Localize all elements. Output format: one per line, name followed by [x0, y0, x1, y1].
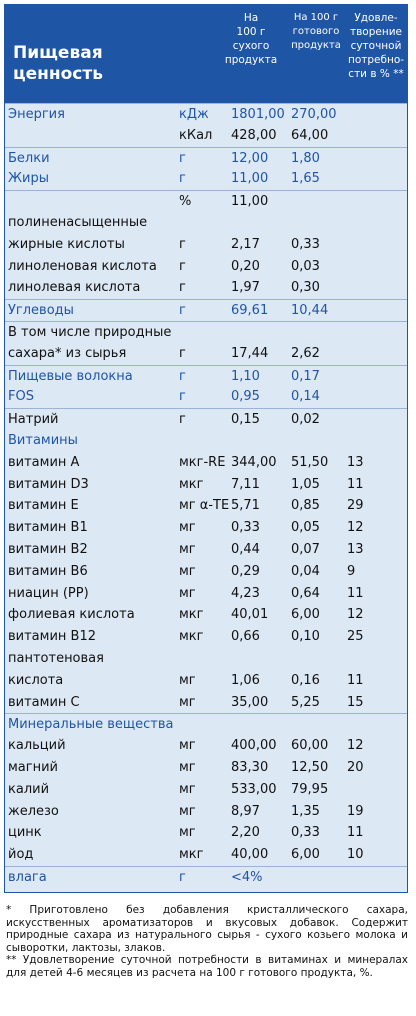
dry-value-cell: 0,33 — [231, 520, 260, 536]
nutrient-name: витамин В6 — [8, 563, 88, 579]
nutrient-name: Углеводы — [8, 303, 74, 319]
ready-value-cell: 0,64 — [291, 585, 320, 601]
unit-cell: мкг — [179, 476, 204, 492]
table-row — [5, 648, 407, 670]
ready-value-cell: 0,33 — [291, 825, 320, 841]
dry-value-cell: 5,71 — [231, 498, 260, 514]
table-row — [5, 234, 407, 256]
daily-percent-cell: 10 — [347, 847, 364, 863]
dry-value-cell: 69,61 — [231, 303, 269, 319]
table-row — [5, 801, 407, 823]
daily-percent-cell: 15 — [347, 694, 364, 710]
unit-cell: мг — [179, 694, 196, 710]
table-row — [5, 386, 407, 408]
ready-value-cell: 0,05 — [291, 520, 320, 536]
nutrient-name: железо — [8, 803, 59, 819]
daily-percent-cell: 19 — [347, 803, 364, 819]
table-row — [5, 583, 407, 605]
table-row — [5, 299, 407, 321]
dry-value-cell: 35,00 — [231, 694, 269, 710]
ready-value-cell: 0,07 — [291, 541, 320, 557]
column-header-daily-percent: Удовле- творение суточной потребно- сти в % ** — [347, 12, 405, 80]
table-row — [5, 103, 407, 125]
unit-cell: г — [179, 303, 186, 319]
nutrient-name: жирные кислоты — [8, 236, 125, 252]
dry-value-cell: 2,20 — [231, 825, 260, 841]
dry-value-cell: 0,20 — [231, 258, 260, 274]
table-row — [5, 735, 407, 757]
dry-value-cell: 1801,00 — [231, 107, 285, 122]
table-row — [5, 779, 407, 801]
table-row — [5, 713, 407, 735]
nutrient-name: сахара* из сырья — [8, 345, 127, 361]
table-row — [5, 844, 407, 866]
dry-value-cell: 8,97 — [231, 803, 260, 819]
dry-value-cell: 1,10 — [231, 368, 260, 384]
nutrient-name: кислота — [8, 672, 64, 688]
dry-value-cell: 0,95 — [231, 389, 260, 405]
daily-percent-cell: 13 — [347, 541, 364, 557]
unit-cell: г — [179, 150, 186, 166]
table-body — [5, 103, 407, 888]
ready-value-cell: 6,00 — [291, 607, 320, 623]
unit-cell: г — [179, 258, 186, 274]
table-row — [5, 147, 407, 169]
unit-cell: мг — [179, 672, 196, 688]
dry-value-cell: 2,17 — [231, 236, 260, 252]
ready-value-cell: 60,00 — [291, 738, 329, 754]
table-row — [5, 343, 407, 365]
dry-value-cell: 7,11 — [231, 476, 260, 492]
unit-cell: кКал — [179, 127, 213, 143]
nutrient-name: Энергия — [8, 107, 65, 122]
ready-value-cell: 0,14 — [291, 389, 320, 405]
nutrient-name: кальций — [8, 738, 66, 754]
dry-value-cell: 1,06 — [231, 672, 260, 688]
daily-percent-cell: 13 — [347, 454, 364, 470]
nutrient-name: витамин В1 — [8, 520, 88, 536]
dry-value-cell: 533,00 — [231, 781, 277, 797]
ready-value-cell: 79,95 — [291, 781, 329, 797]
dry-value-cell: 83,30 — [231, 759, 269, 775]
table-row — [5, 757, 407, 779]
unit-cell: г — [179, 236, 186, 252]
ready-value-cell: 0,30 — [291, 280, 320, 296]
dry-value-cell: 40,01 — [231, 607, 269, 623]
unit-cell: г — [179, 345, 186, 361]
ready-value-cell: 12,50 — [291, 759, 329, 775]
table-row — [5, 277, 407, 299]
unit-cell: мкг — [179, 847, 204, 863]
ready-value-cell: 64,00 — [291, 127, 329, 143]
unit-cell: мг — [179, 825, 196, 841]
ready-value-cell: 0,85 — [291, 498, 320, 514]
dry-value-cell: 400,00 — [231, 738, 277, 754]
nutrient-name: Минеральные вещества — [8, 717, 174, 733]
table-row — [5, 125, 407, 147]
unit-cell: % — [179, 194, 192, 210]
dry-value-cell: 0,44 — [231, 541, 260, 557]
ready-value-cell: 5,25 — [291, 694, 320, 710]
dry-value-cell: <4% — [231, 869, 263, 885]
ready-value-cell: 1,80 — [291, 150, 320, 166]
ready-value-cell: 1,65 — [291, 171, 320, 187]
table-row — [5, 495, 407, 517]
dry-value-cell: 40,00 — [231, 847, 269, 863]
ready-value-cell: 6,00 — [291, 847, 320, 863]
ready-value-cell: 10,44 — [291, 303, 329, 319]
unit-cell: мг — [179, 563, 196, 579]
daily-percent-cell: 11 — [347, 585, 364, 601]
unit-cell: мг — [179, 585, 196, 601]
unit-cell: г — [179, 389, 186, 405]
unit-cell: мкг — [179, 629, 204, 645]
nutrient-name: витамин Е — [8, 498, 79, 514]
dry-value-cell: 0,29 — [231, 563, 260, 579]
unit-cell: мг — [179, 541, 196, 557]
table-row — [5, 474, 407, 496]
nutrient-name: магний — [8, 759, 59, 775]
unit-cell: г — [179, 171, 186, 187]
unit-cell: мкг-RE — [179, 454, 226, 470]
footnotes: * Приготовлено без добавления кристаллического сахара, искусственных ароматизаторов и вкусовых добавок. Содержит природные сахара из натурального сырья - сухого козьего молока и сыворотки, лактозы, злаков. ** Удовлетворение суточной потребности в витаминах и минералах для детей 4-6 месяцев из расчета на 100 г готового продукта, %. — [6, 904, 408, 979]
nutrient-name: витамин В2 — [8, 541, 88, 557]
daily-percent-cell: 11 — [347, 476, 364, 492]
daily-percent-cell: 12 — [347, 738, 364, 754]
dry-value-cell: 11,00 — [231, 194, 269, 210]
dry-value-cell: 17,44 — [231, 345, 269, 361]
nutrient-name: йод — [8, 847, 34, 863]
table-row — [5, 452, 407, 474]
unit-cell: мкг — [179, 607, 204, 623]
unit-cell: мг — [179, 738, 196, 754]
unit-cell: г — [179, 412, 186, 428]
table-row — [5, 190, 407, 212]
unit-cell: мг α-TE — [179, 498, 230, 514]
dry-value-cell: 4,23 — [231, 585, 260, 601]
dry-value-cell: 344,00 — [231, 454, 277, 470]
nutrient-name: фолиевая кислота — [8, 607, 135, 623]
nutrient-name: линоленовая кислота — [8, 258, 157, 274]
ready-value-cell: 0,10 — [291, 629, 320, 645]
table-row — [5, 692, 407, 714]
column-header-ready: На 100 г готового продукта — [291, 12, 341, 51]
dry-value-cell: 0,66 — [231, 629, 260, 645]
nutrient-name: полиненасыщенные — [8, 214, 148, 230]
dry-value-cell: 0,15 — [231, 412, 260, 428]
ready-value-cell: 0,03 — [291, 258, 320, 274]
table-row — [5, 604, 407, 626]
ready-value-cell: 1,05 — [291, 476, 320, 492]
table-row — [5, 517, 407, 539]
unit-cell: г — [179, 280, 186, 296]
ready-value-cell: 0,17 — [291, 368, 320, 384]
table-title: Пищевая ценность — [13, 43, 103, 84]
nutrient-name: В том числе природные — [8, 324, 172, 340]
nutrient-name: Жиры — [8, 171, 49, 187]
unit-cell: мг — [179, 520, 196, 536]
daily-percent-cell: 20 — [347, 759, 364, 775]
daily-percent-cell: 9 — [347, 563, 356, 579]
dry-value-cell: 11,00 — [231, 171, 269, 187]
table-row — [5, 256, 407, 278]
table-row — [5, 321, 407, 343]
unit-cell: г — [179, 869, 186, 885]
ready-value-cell: 51,50 — [291, 454, 329, 470]
unit-cell: кДж — [179, 107, 209, 122]
nutrient-name: ниацин (РР) — [8, 585, 89, 601]
unit-cell: мг — [179, 781, 196, 797]
table-row — [5, 822, 407, 844]
nutrient-name: влага — [8, 869, 47, 885]
table-row — [5, 365, 407, 387]
nutrition-table — [4, 4, 408, 893]
table-row — [5, 626, 407, 648]
unit-cell: г — [179, 368, 186, 384]
ready-value-cell: 270,00 — [291, 107, 337, 122]
daily-percent-cell: 11 — [347, 825, 364, 841]
dry-value-cell: 428,00 — [231, 127, 277, 143]
table-row — [5, 670, 407, 692]
dry-value-cell: 12,00 — [231, 150, 269, 166]
nutrient-name: FOS — [8, 389, 34, 405]
daily-percent-cell: 12 — [347, 607, 364, 623]
nutrient-name: витамин А — [8, 454, 80, 470]
table-row — [5, 539, 407, 561]
ready-value-cell: 0,16 — [291, 672, 320, 688]
nutrient-name: пантотеновая — [8, 650, 104, 666]
daily-percent-cell: 25 — [347, 629, 364, 645]
table-row — [5, 168, 407, 190]
dry-value-cell: 1,97 — [231, 280, 260, 296]
table-row — [5, 408, 407, 430]
nutrient-name: Пищевые волокна — [8, 368, 133, 384]
nutrient-name: Натрий — [8, 412, 59, 428]
ready-value-cell: 0,04 — [291, 563, 320, 579]
nutrient-name: Белки — [8, 150, 50, 166]
ready-value-cell: 0,02 — [291, 412, 320, 428]
nutrient-name: витамин D3 — [8, 476, 89, 492]
daily-percent-cell: 29 — [347, 498, 364, 514]
unit-cell: мг — [179, 803, 196, 819]
ready-value-cell: 1,35 — [291, 803, 320, 819]
nutrient-name: линолевая кислота — [8, 280, 141, 296]
nutrient-name: цинк — [8, 825, 42, 841]
nutrient-name: калий — [8, 781, 50, 797]
nutrient-name: витамин В12 — [8, 629, 96, 645]
table-row — [5, 866, 407, 888]
daily-percent-cell: 11 — [347, 672, 364, 688]
nutrient-name: витамин С — [8, 694, 80, 710]
table-row — [5, 561, 407, 583]
unit-cell: мг — [179, 759, 196, 775]
nutrient-name: Витамины — [8, 432, 78, 448]
ready-value-cell: 0,33 — [291, 236, 320, 252]
table-row — [5, 212, 407, 234]
daily-percent-cell: 12 — [347, 520, 364, 536]
column-header-dry: На 100 г сухого продукта — [224, 12, 278, 66]
table-header — [5, 5, 407, 103]
ready-value-cell: 2,62 — [291, 345, 320, 361]
table-row — [5, 430, 407, 452]
